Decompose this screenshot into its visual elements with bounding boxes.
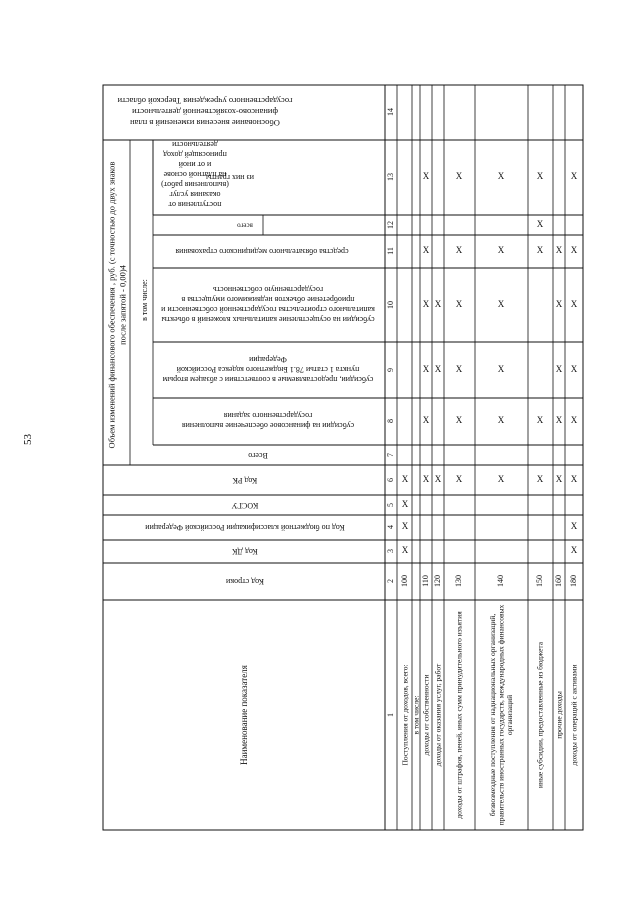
row-code: 150 <box>534 575 544 587</box>
row-code: 130 <box>453 575 463 587</box>
x-mark: X <box>455 474 463 485</box>
header-col-10: субсидии на осуществление капитальных вложений в объектыкапитального строительства государственной собственности иприобретение объектов недвижимого имущества вгосударственную собственность <box>161 285 375 325</box>
x-mark: X <box>434 474 442 485</box>
header-paid: поступления отоказания услуг(выполнения работ)на платной основеи от инойприносящей доходдеятельности <box>161 140 229 210</box>
header-volume: Объем изменений финансового обеспечения , руб. (с точностью до двух знаковпосле запятой - 0,00)4 <box>106 161 128 449</box>
x-mark: X <box>497 474 505 485</box>
header-col-6: Код РК <box>232 476 258 486</box>
x-mark: X <box>570 364 578 375</box>
x-mark: X <box>434 299 442 310</box>
x-mark: X <box>401 545 409 556</box>
x-mark: X <box>497 415 505 426</box>
header-col-12: всего <box>237 221 253 230</box>
column-number: 14 <box>385 108 395 116</box>
row-code: 120 <box>432 575 442 587</box>
header-col-14: Обоснование внесения изменений в планфинансово-хозяйственной деятельностигосударственного учреждения Тверской области <box>117 96 293 129</box>
header-col-2: Код строки <box>225 577 265 587</box>
x-mark: X <box>536 415 544 426</box>
x-mark: X <box>497 171 505 182</box>
x-mark: X <box>555 299 563 310</box>
row-name: безвозмездные поступления от наднациональных организаций,правительств иностранных государств, международных финансовыхорганизаций <box>488 604 515 826</box>
column-number: 6 <box>385 478 395 482</box>
x-mark: X <box>401 474 409 485</box>
x-mark: X <box>401 521 409 532</box>
x-mark: X <box>455 364 463 375</box>
column-number: 10 <box>385 301 395 309</box>
x-mark: X <box>455 299 463 310</box>
row-name: иные субсидии, предоставленные из бюджета <box>535 641 545 789</box>
header-col-13: из них гранты <box>206 173 254 183</box>
header-incl: в том числе: <box>139 279 149 321</box>
x-mark: X <box>401 499 409 510</box>
header-col-5: КОСГУ <box>231 501 259 511</box>
column-number: 8 <box>385 419 395 423</box>
x-mark: X <box>536 171 544 182</box>
x-mark: X <box>497 245 505 256</box>
column-number: 4 <box>385 525 395 529</box>
x-mark: X <box>455 171 463 182</box>
x-mark: X <box>555 415 563 426</box>
row-name: прочие доходы <box>554 691 564 739</box>
row-name: доходы от операций с активами <box>569 664 579 766</box>
x-mark: X <box>570 545 578 556</box>
row-name: в том числе: <box>411 695 421 735</box>
x-mark: X <box>455 245 463 256</box>
x-mark: X <box>536 245 544 256</box>
x-mark: X <box>422 171 430 182</box>
x-mark: X <box>434 364 442 375</box>
column-number: 5 <box>385 503 395 507</box>
x-mark: X <box>422 364 430 375</box>
x-mark: X <box>422 245 430 256</box>
column-number: 12 <box>385 221 395 229</box>
x-mark: X <box>570 521 578 532</box>
header-col-7: Всего <box>248 451 268 461</box>
x-mark: X <box>422 415 430 426</box>
header-col-9: субсидии, предоставляемые в соответствии с абзацем вторымпункта 1 статьи 78.1 Бюджетного кодекса РоссийскойФедерации <box>162 355 374 385</box>
column-number: 13 <box>385 173 395 181</box>
row-code: 110 <box>420 575 430 587</box>
row-name: доходы от собственности <box>421 674 431 756</box>
header-col-4: Код по бюджетной классификации Российской Федерации <box>145 523 345 533</box>
header-col-1: Наименование показателя <box>239 665 250 765</box>
x-mark: X <box>497 299 505 310</box>
x-mark: X <box>536 219 544 230</box>
row-name: Поступления от доходов, всего: <box>400 664 410 766</box>
row-code: 160 <box>553 575 563 587</box>
x-mark: X <box>422 299 430 310</box>
row-code: 180 <box>568 575 578 587</box>
x-mark: X <box>570 415 578 426</box>
x-mark: X <box>555 245 563 256</box>
x-mark: X <box>422 474 430 485</box>
column-number: 3 <box>385 549 395 553</box>
header-col-11: средства обязательного медицинского страхования <box>175 247 349 257</box>
row-name: доходы от оказания услуг, работ <box>433 663 443 767</box>
column-number: 1 <box>385 713 395 717</box>
x-mark: X <box>570 245 578 256</box>
column-number: 7 <box>385 453 395 457</box>
x-mark: X <box>455 415 463 426</box>
column-number: 9 <box>385 368 395 372</box>
page-number: 53 <box>22 434 34 445</box>
x-mark: X <box>497 364 505 375</box>
column-number: 2 <box>385 579 395 583</box>
column-number: 11 <box>385 247 395 255</box>
x-mark: X <box>570 474 578 485</box>
x-mark: X <box>555 364 563 375</box>
header-col-3: Код ДК <box>232 547 258 557</box>
row-code: 140 <box>495 575 505 587</box>
row-name: доходы от штрафов, пеней, иных сумм принудительного изъятия <box>454 611 464 819</box>
header-col-8: субсидии на финансовое обеспечение выполнениягосударственного задания <box>181 411 355 431</box>
x-mark: X <box>570 299 578 310</box>
x-mark: X <box>570 171 578 182</box>
row-code: 100 <box>399 575 409 587</box>
x-mark: X <box>536 474 544 485</box>
x-mark: X <box>555 474 563 485</box>
